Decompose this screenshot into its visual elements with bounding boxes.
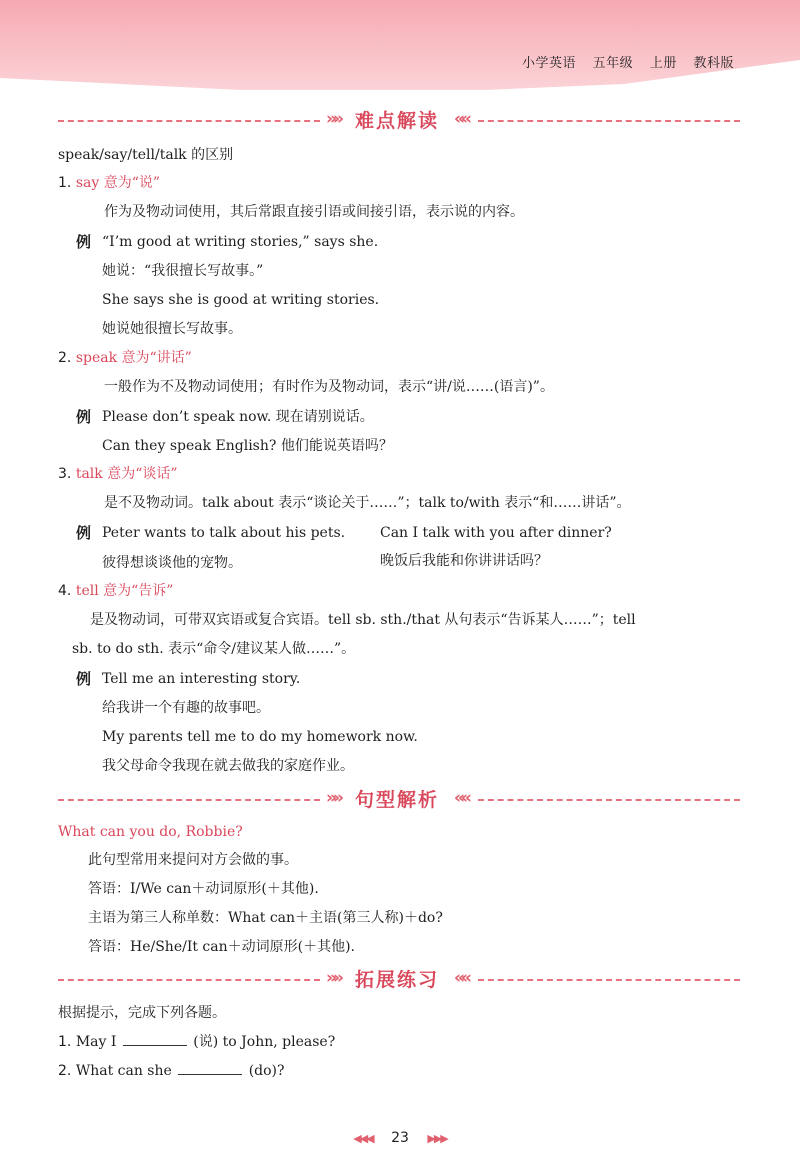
item-speak-title: [58, 348, 192, 368]
dashed-line: [478, 120, 740, 122]
arrow-left-icon: ««: [454, 968, 468, 988]
item-heading: talk 意为“谈话”: [75, 466, 178, 482]
example-line: Can I talk with you after dinner?: [380, 525, 612, 541]
question-number: 1.: [58, 1034, 72, 1050]
section-header-pattern: [58, 785, 740, 815]
item-say-title: [58, 173, 160, 193]
example-line: Can they speak English? 他们能说英语吗？: [102, 438, 393, 454]
exercise-intro: 根据提示，完成下列各题。: [58, 1005, 226, 1021]
item-heading: speak 意为“讲话”: [75, 350, 192, 366]
arrow-left-icon: ««: [454, 109, 468, 129]
item-desc: sb. to do sth. 表示“命令/建议某人做……”。: [72, 641, 356, 657]
exercise-question-2: [58, 1060, 285, 1081]
pattern-line: 答语：He/She/It can＋动词原形(＋其他).: [88, 939, 356, 955]
item-heading: tell 意为“告诉”: [75, 583, 174, 599]
arrow-left-icon: ««: [454, 788, 468, 808]
item-desc: 作为及物动词使用，其后常跟直接引语或间接引语，表示说的内容。: [104, 204, 524, 220]
page-number: 23: [391, 1130, 409, 1146]
section-title: 拓展练习: [354, 969, 439, 991]
section-title: 句型解析: [354, 789, 439, 811]
arrow-right-icon: »»: [326, 968, 340, 988]
edition: 教科版: [693, 56, 734, 71]
item-number: 2.: [58, 350, 72, 366]
answer-blank[interactable]: [123, 1031, 187, 1046]
example-line: 晚饭后我能和你讲讲话吗？: [380, 553, 548, 569]
item-desc: 是及物动词，可带双宾语或复合宾语。tell sb. sth./that 从句表示“告诉某人……”；tell: [90, 612, 636, 628]
pattern-line: 此句型常用来提问对方会做的事。: [88, 852, 298, 868]
example-line: 给我讲一个有趣的故事吧。: [102, 700, 270, 716]
dashed-line: [58, 979, 320, 981]
item-desc: 一般作为不及物动词使用；有时作为及物动词，表示“讲/说……(语言)”。: [104, 379, 554, 395]
item-desc: 是不及物动词。talk about 表示“谈论关于……”；talk to/with 表示“和……讲话”。: [104, 495, 631, 511]
book-info: [510, 52, 734, 71]
question-text: (说) to John, please?: [193, 1034, 336, 1050]
arrow-right-icon: »»: [326, 788, 340, 808]
question-number: 2.: [58, 1063, 72, 1079]
triangle-left-icon: ◀◀◀: [353, 1132, 373, 1145]
example-line: She says she is good at writing stories.: [102, 292, 380, 308]
answer-blank[interactable]: [178, 1060, 242, 1075]
dashed-line: [58, 120, 320, 122]
example-label: 例: [76, 233, 92, 251]
page-footer: [0, 1130, 800, 1146]
example-line: Please don’t speak now. 现在请别说话。: [102, 409, 374, 425]
example-line: Peter wants to talk about his pets.: [102, 525, 346, 541]
grade: 五年级: [592, 56, 634, 71]
example-line: “I’m good at writing stories,” says she.: [102, 234, 379, 250]
difficulty-intro: speak/say/tell/talk 的区别: [58, 147, 234, 163]
dashed-line: [58, 799, 320, 801]
example-line: 我父母命令我现在就去做我的家庭作业。: [102, 758, 354, 774]
exercise-question-1: [58, 1031, 335, 1052]
pattern-line: 主语为第三人称单数：What can＋主语(第三人称)＋do?: [88, 910, 443, 926]
triangle-right-icon: ▶▶▶: [427, 1132, 447, 1145]
item-number: 4.: [58, 583, 72, 599]
item-tell-title: [58, 581, 173, 601]
item-number: 1.: [58, 175, 72, 191]
item-heading: say 意为“说”: [75, 175, 161, 191]
example-line: Tell me an interesting story.: [102, 671, 301, 687]
example-label: 例: [76, 524, 92, 542]
volume: 上册: [649, 56, 677, 71]
section-title: 难点解读: [354, 110, 439, 132]
example-label: 例: [76, 408, 92, 426]
question-text: May I: [75, 1034, 117, 1050]
section-header-exercise: [58, 965, 740, 995]
example-line: My parents tell me to do my homework now.: [102, 729, 418, 745]
pattern-sentence: What can you do, Robbie?: [58, 824, 243, 840]
header-band: [0, 0, 800, 90]
arrow-right-icon: »»: [326, 109, 340, 129]
example-line: 她说：“我很擅长写故事。”: [102, 263, 264, 279]
dashed-line: [478, 979, 740, 981]
section-header-difficulty: [58, 106, 740, 136]
example-label: 例: [76, 670, 92, 688]
item-talk-title: [58, 464, 178, 484]
question-text: What can she: [75, 1063, 172, 1079]
dashed-line: [478, 799, 740, 801]
question-text: (do)?: [248, 1063, 285, 1079]
subject: 小学英语: [522, 56, 577, 71]
example-line: 她说她很擅长写故事。: [102, 321, 242, 337]
item-number: 3.: [58, 466, 72, 482]
pattern-line: 答语：I/We can＋动词原形(＋其他).: [88, 881, 319, 897]
example-line: 彼得想谈谈他的宠物。: [102, 555, 242, 571]
